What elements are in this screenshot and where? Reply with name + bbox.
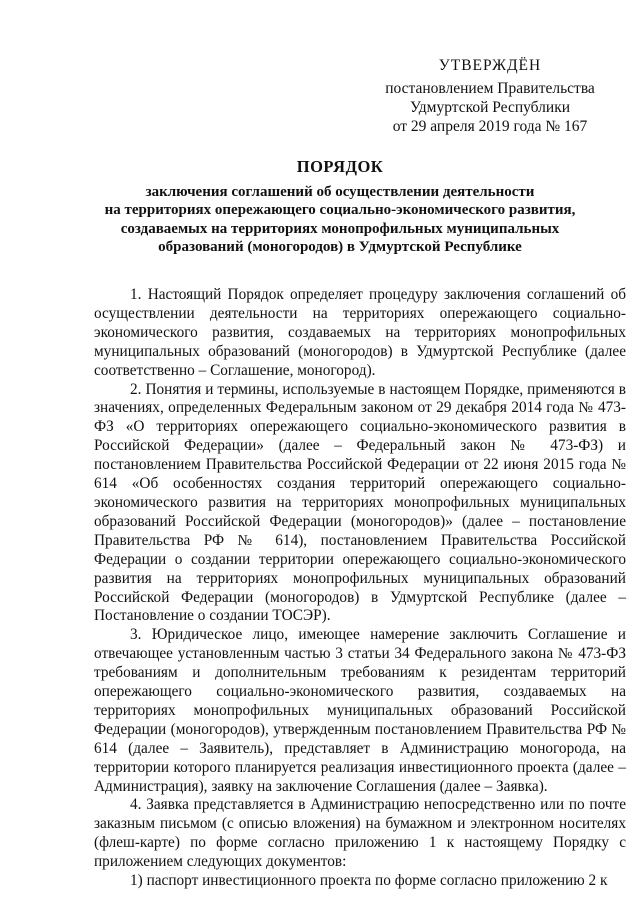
approval-line: Удмуртской Республики (409, 99, 571, 116)
paragraph-5: 1) паспорт инвестиционного проекта по форме согласно приложению 2 к (130, 872, 608, 890)
paragraph-2: 2. Понятия и термины, используемые в настоящем Порядке, применяются в значениях, определенных Федеральным законом от 29 декабря 2014 года № 473-ФЗ «О территориях опережающего социально-экономического развития в Российской Федерации» (далее – Федеральный закон № 473-ФЗ) и постановлением Правительства Российской Федерации от 22 июня 2015 года № 614 «Об особенностях создания территорий опережающего социально-экономического развития на территориях монопрофильных муниципальных образований Российской Федерации (моногородов)» (далее – постановление Правительства РФ № 614), постановлением Правительства Российской Федерации о создании территории опережающего социально-экономического развития на территориях монопрофильных муниципальных образований Российской Федерации (моногородов) в Удмуртской Республике (далее – Постановление о создании ТОСЭР). (94, 380, 626, 625)
paragraph-3: 3. Юридическое лицо, имеющее намерение заключить Соглашение и отвечающее установленным частью 3 статьи 34 Федерального закона № 473-ФЗ требованиям и дополнительным требованиям к резидентам территорий опережающего социально-экономического развития, создаваемых на территориях монопрофильных муниципальных образований Российской Федерации (моногородов), утвержденным постановлением Правительства РФ № 614 (далее – Заявитель), представляет в Администрацию моногорода, на территории которого планируется реализация инвестиционного проекта (далее – Администрация), заявку на заключение Соглашения (далее – Заявка). (94, 626, 626, 795)
document-title (60, 158, 620, 257)
title-main: ПОРЯДОК (296, 157, 384, 176)
title-line: создаваемых на территориях монопрофильных муниципальных (120, 220, 560, 237)
paragraph-4: 4. Заявка представляется в Администрацию непосредственно или по почте заказным письмом (с описью вложения) на бумажном и электронном носителях (флеш-карте) по форме согласно приложению 1 к настоящему Порядку с приложением следующих документов: (94, 796, 626, 871)
title-line: заключения соглашений об осуществлении деятельности (145, 183, 535, 200)
title-line: образований (моногородов) в Удмуртской Республике (158, 239, 522, 255)
approval-line: от 29 апреля 2019 года № 167 (392, 118, 588, 135)
document-body (94, 286, 626, 891)
title-line: на территориях опережающего социально-экономического развития, (104, 202, 576, 218)
paragraph-1: 1. Настоящий Порядок определяет процедуру заключения соглашений об осуществлении деятельности на территориях опережающего социально-экономического развития, создаваемых на территориях монопрофильных муниципальных образований (моногородов) в Удмуртской Республике (далее соответственно – Соглашение, моногород). (94, 286, 626, 379)
approval-heading: УТВЕРЖДЁН (438, 57, 542, 74)
approval-line: постановлением Правительства (385, 80, 595, 97)
approval-stamp (360, 56, 620, 136)
